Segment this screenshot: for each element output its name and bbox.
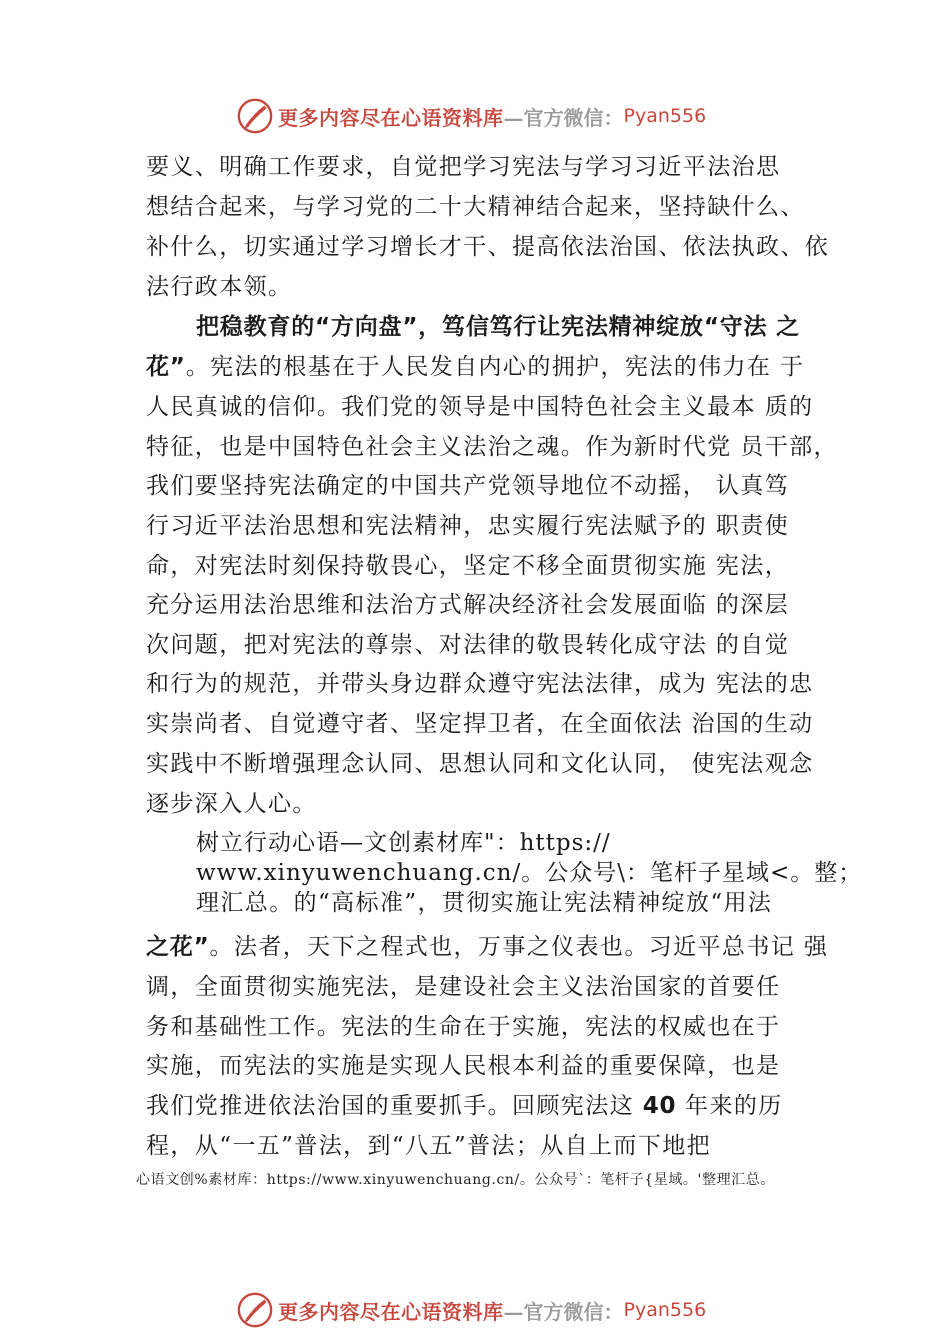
banner-main-text: 更多内容尽在心语资料库 <box>278 105 504 130</box>
brush-logo-icon <box>236 97 274 135</box>
text-span: 。法者，天下之程式也，万事之仪表也。习近平总书记 强 <box>209 934 829 960</box>
text-line: 实施，而宪法的实施是实现人民根本利益的重要保障，也是 <box>146 1053 781 1079</box>
text-span: 我们党推进依法治国的重要抓手。回顾宪法这 <box>146 1093 643 1119</box>
text-line: 命，对宪法时刻保持敬畏心，坚定不移全面贯彻实施 宪法， <box>146 553 790 579</box>
text-line: 行习近平法治思想和宪法精神，忠实履行宪法赋予的 职责使 <box>146 513 790 539</box>
inserted-line: www.xinyuwenchuang.cn/。公众号\：笔杆子星域<。整； <box>196 860 863 886</box>
text-line: 实崇尚者、自觉遵守者、坚定捍卫者，在全面依法 治国的生动 <box>146 711 814 737</box>
section-heading: 把稳教育的“方向盘”，笃信笃行让宪法精神绽放“守法 之 <box>196 314 800 340</box>
text-line <box>146 1091 783 1121</box>
text-line: 程，从“一五”普法，到“八五”普法；从自上而下地把 <box>146 1133 712 1159</box>
text-line: 逐步深入人心。 <box>146 791 317 817</box>
text-line: 法行政本领。 <box>146 274 293 300</box>
text-line: 特征，也是中国特色社会主义法治之魂。作为新时代党 员干部， <box>146 434 838 460</box>
number-40: 40 <box>642 1093 677 1119</box>
banner-wechat-id: Pyan556 <box>623 105 707 127</box>
text-line: 充分运用法治思维和法治方式解决经济社会发展面临 的深层 <box>146 592 790 618</box>
text-line <box>146 352 804 382</box>
text-line: 调，全面贯彻实施宪法，是建设社会主义法治国家的首要任 <box>146 974 781 1000</box>
banner-tail-text: —官方微信： <box>503 105 624 130</box>
text-line: 想结合起来，与学习党的二十大精神结合起来，坚持缺什么、 <box>146 194 805 220</box>
text-line: 要义、明确工作要求，自觉把学习宪法与学习习近平法治思 <box>146 154 781 180</box>
banner-tail-text: —官方微信： <box>503 1299 624 1324</box>
text-line: 实践中不断增强理念认同、思想认同和文化认同， 使宪法观念 <box>146 751 814 777</box>
brush-logo-icon <box>236 1291 274 1329</box>
inserted-line: 理汇总。的“高标准”，贯彻实施让宪法精神绽放“用法 <box>196 890 773 916</box>
banner-main-text: 更多内容尽在心语资料库 <box>278 1299 504 1324</box>
text-line: 和行为的规范，并带头身边群众遵守宪法法律，成为 宪法的忠 <box>146 671 814 697</box>
inserted-line: 树立行动心语—文创素材库"：https:// <box>196 830 611 856</box>
text-line: 补什么，切实通过学习增长才干、提高依法治国、依法执政、依 <box>146 234 830 260</box>
bold-start: 之花” <box>146 934 210 960</box>
text-line <box>146 932 828 962</box>
text-line: 次问题，把对宪法的尊崇、对法律的敬畏转化成守法 的自觉 <box>146 632 790 658</box>
footer-note: 心语文创%素材库：https://www.xinyuwenchuang.cn/。公众号`：笔杆子{星域。'整理汇总。 <box>136 1172 775 1188</box>
text-line: 务和基础性工作。宪法的生命在于实施，宪法的权威也在于 <box>146 1014 781 1040</box>
text-line: 人民真诚的信仰。我们党的领导是中国特色社会主义最本 质的 <box>146 394 814 420</box>
text-span: 年来的历 <box>676 1093 783 1119</box>
text-line: 我们要坚持宪法确定的中国共产党领导地位不动摇， 认真笃 <box>146 473 790 499</box>
text-span: 。宪法的根基在于人民发自内心的拥护，宪法的伟力在 于 <box>185 354 805 380</box>
footer-banner <box>236 1290 706 1330</box>
heading-tail: 花” <box>146 354 186 380</box>
header-banner <box>236 96 706 136</box>
banner-wechat-id: Pyan556 <box>623 1299 707 1321</box>
